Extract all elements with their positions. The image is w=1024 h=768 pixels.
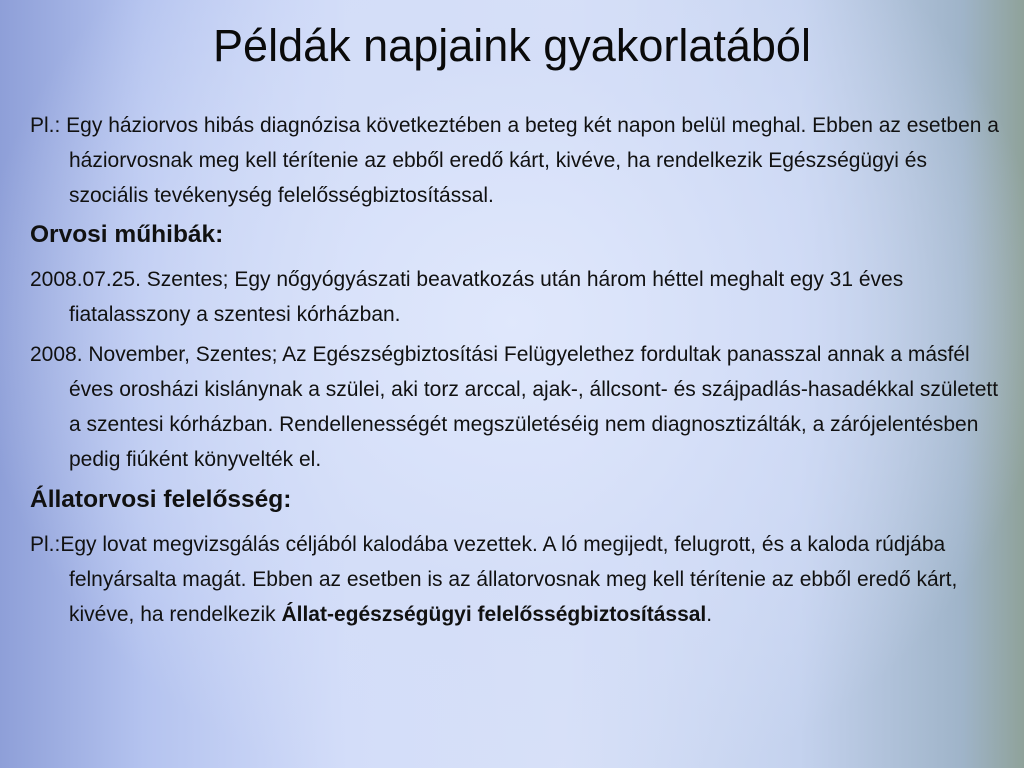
paragraph-horse-bold: Állat-egészségügyi felelősségbiztosítással — [281, 603, 707, 626]
slide-body — [30, 108, 1005, 637]
paragraph-case-szentes-2: 2008. November, Szentes; Az Egészségbiztosítási Felügyelethez fordultak panasszal annak a másfél éves orosházi kislánynak a szülei, aki torz arccal, ajak-, állcsont- és szájpadlás-hasadékkal született a szentesi kórházban. Rendellenességét megszületéséig nem diagnosztizálták, a zárójelentésben pedig fiúként könyvelték el. — [30, 343, 999, 471]
slide-title: Példák napjaink gyakorlatából — [213, 20, 811, 71]
paragraph-horse-end: . — [706, 603, 713, 626]
paragraph-example-horse — [30, 527, 1005, 632]
paragraph-case-szentes-1: 2008.07.25. Szentes; Egy nőgyógyászati beavatkozás után három héttel meghalt egy 31 éves fiatalasszony a szentesi kórházban. — [30, 268, 904, 326]
paragraph-horse-text: Pl.:Egy lovat megvizsgálás céljából kalodába vezettek. A ló megijedt, felugrott, és a kaloda rúdjába felnyársalta magát. Ebben az esetben is az állatorvosnak meg kell térítenie az ebből eredő kárt, kivéve, ha rendelkezik — [30, 533, 958, 626]
heading-medical-malpractice: Orvosi műhibák: — [30, 221, 224, 248]
heading-veterinary-liability: Állatorvosi felelősség: — [30, 486, 292, 513]
paragraph-example-doctor: Pl.: Egy háziorvos hibás diagnózisa következtében a beteg két napon belül meghal. Ebben az esetben a háziorvosnak meg kell térítenie az ebből eredő kárt, kivéve, ha rendelkezik Egészségügyi és szociális tevékenység felelősségbiztosítással. — [30, 114, 999, 207]
